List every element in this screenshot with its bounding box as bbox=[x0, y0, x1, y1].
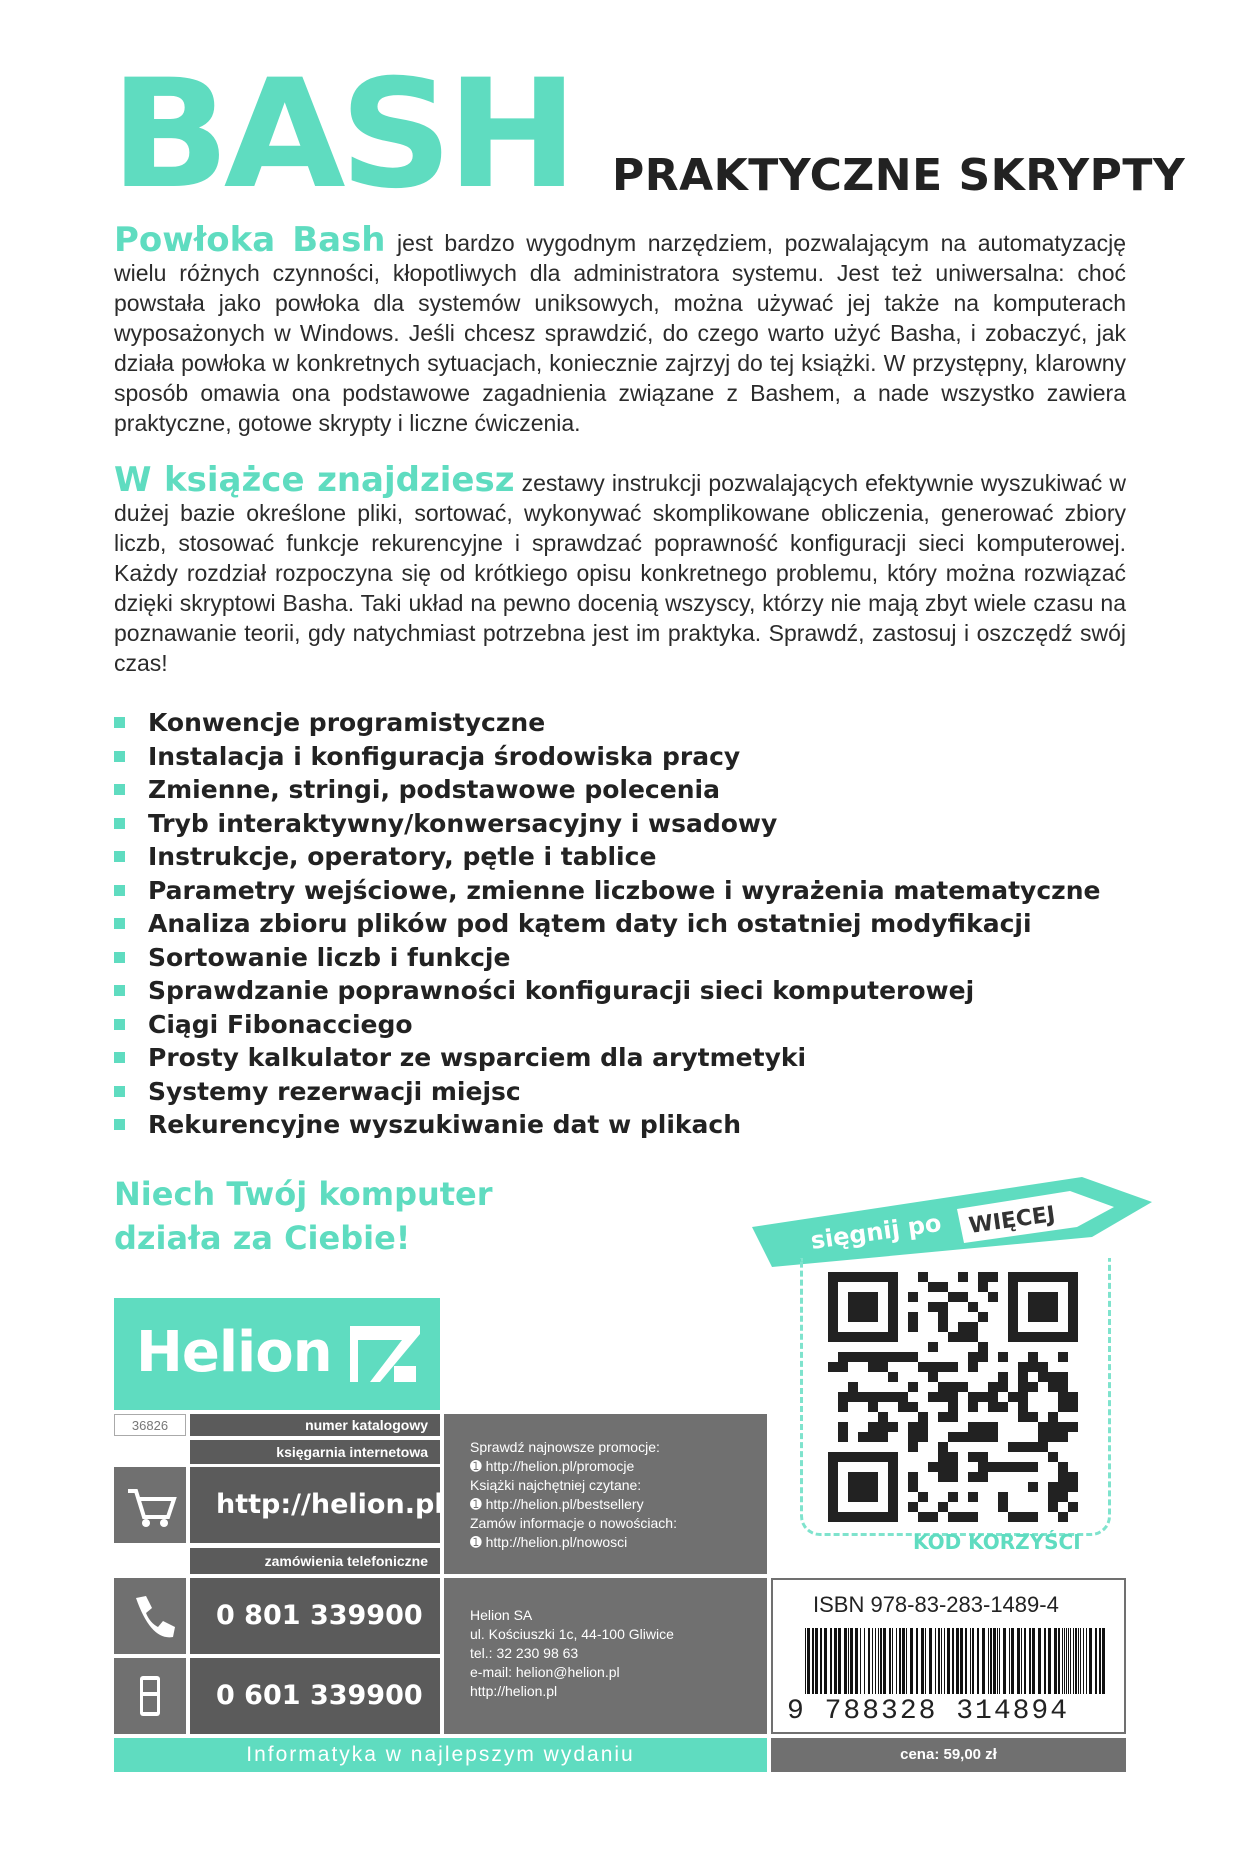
description-paragraph-2 bbox=[114, 460, 1126, 678]
paragraph-text: zestawy instrukcji pozwalających efektywnie wyszukiwać w dużej bazie określone pliki, sortować, wykonywać skomplikowane obliczenia, generować zbiory liczb, stosować funkcje rekurencyjne i sprawdzać poprawność konfiguracji sieci komputerowej. Każdy rozdział rozpoczyna się od krótkiego opisu konkretnego problemu, który można rozwiązać dzięki skryptowi Basha. Taki układ na pewno docenią wszyscy, którzy nie mają zbyt wiele czasu na poznawanie teorii, gdy natychmiast potrzebna jest im praktyka. Sprawdź, zastosuj i oszczędź swój czas! bbox=[114, 470, 1126, 676]
barcode-icon bbox=[787, 1628, 1112, 1694]
list-item: Analiza zbioru plików pod kątem daty ich ostatniej modyfikacji bbox=[114, 907, 1100, 941]
bullet-square-icon bbox=[114, 751, 125, 762]
phone-icon bbox=[114, 1578, 186, 1654]
list-item: Ciągi Fibonacciego bbox=[114, 1008, 1100, 1042]
paragraph-lead: W książce znajdziesz bbox=[114, 460, 515, 500]
isbn-block bbox=[771, 1578, 1126, 1734]
paragraph-lead: Powłoka Bash bbox=[114, 220, 386, 260]
bullet-square-icon bbox=[114, 717, 125, 728]
promo-link[interactable]: ➊ http://helion.pl/bestsellery bbox=[470, 1496, 644, 1512]
list-item: Parametry wejściowe, zmienne liczbowe i wyrażenia matematyczne bbox=[114, 874, 1100, 908]
bullet-square-icon bbox=[114, 952, 125, 963]
bullet-square-icon bbox=[114, 885, 125, 896]
promo-line: Sprawdź najnowsze promocje: bbox=[470, 1439, 660, 1455]
catalog-number: 36826 bbox=[114, 1414, 186, 1436]
bullet-square-icon bbox=[114, 1052, 125, 1063]
book-subtitle: PRAKTYCZNE SKRYPTY bbox=[612, 150, 1186, 201]
qr-tag-left-text: sięgnij po bbox=[808, 1208, 944, 1255]
promo-line: Książki najchętniej czytane: bbox=[470, 1477, 642, 1493]
phone-number-1[interactable]: 0 801 339900 bbox=[190, 1578, 440, 1654]
list-item: Instalacja i konfiguracja środowiska pracy bbox=[114, 740, 1100, 774]
shopping-cart-icon bbox=[114, 1467, 186, 1543]
list-item: Prosty kalkulator ze wsparciem dla arytmetyki bbox=[114, 1041, 1100, 1075]
list-item: Zmienne, stringi, podstawowe polecenia bbox=[114, 773, 1100, 807]
description-paragraph-1 bbox=[114, 220, 1126, 438]
mobile-phone-icon bbox=[114, 1658, 186, 1734]
slogan-line-2: działa za Ciebie! bbox=[114, 1219, 411, 1257]
catalog-label: numer katalogowy bbox=[190, 1414, 440, 1436]
ean-digits: 9 788328 314894 bbox=[787, 1696, 1070, 1727]
address-line: tel.: 32 230 98 63 bbox=[470, 1645, 579, 1661]
qr-tag-right-text: WIĘCEJ bbox=[967, 1202, 1057, 1239]
publisher-logo-text: Helion bbox=[136, 1320, 332, 1385]
list-item: Tryb interaktywny/konwersacyjny i wsadowy bbox=[114, 807, 1100, 841]
phone-cell bbox=[114, 1578, 186, 1654]
address-line: e-mail: helion@helion.pl bbox=[470, 1664, 620, 1680]
list-item: Sortowanie liczb i funkcje bbox=[114, 941, 1100, 975]
mobile-cell bbox=[114, 1658, 186, 1734]
bullet-square-icon bbox=[114, 985, 125, 996]
shop-label: księgarnia internetowa bbox=[190, 1440, 440, 1464]
bullet-square-icon bbox=[114, 918, 125, 929]
paragraph-text: jest bardzo wygodnym narzędziem, pozwalającym na automatyzację wielu różnych czynności, kłopotliwych dla administratora systemu. Jest też uniwersalna: choć powstała jako powłoka dla systemów uniksowych, można używać jej także na komputerach wyposażonych w Windows. Jeśli chcesz sprawdzić, do czego warto użyć Basha, i zobaczyć, jak działa powłoka w konkretnych sytuacjach, koniecznie zajrzyj do tej książki. W przystępny, klarowny sposób omawia ona podstawowe zagadnienia związane z Bashem, a nade wszystko zawiera praktyczne, gotowe skrypty i liczne ćwiczenia. bbox=[114, 230, 1126, 436]
bullet-square-icon bbox=[114, 851, 125, 862]
isbn-label: ISBN 978-83-283-1489-4 bbox=[813, 1592, 1059, 1617]
address-line: http://helion.pl bbox=[470, 1683, 558, 1699]
publisher-tagline: Informatyka w najlepszym wydaniu bbox=[114, 1738, 767, 1772]
address-line: ul. Kościuszki 1c, 44-100 Gliwice bbox=[470, 1626, 674, 1642]
helion-mark-icon bbox=[350, 1326, 420, 1386]
phone-number-2[interactable]: 0 601 339900 bbox=[190, 1658, 440, 1734]
book-title: BASH bbox=[110, 48, 572, 222]
cart-cell bbox=[114, 1467, 186, 1543]
promo-line: Zamów informacje o nowościach: bbox=[470, 1515, 677, 1531]
promo-link[interactable]: ➊ http://helion.pl/nowosci bbox=[470, 1534, 628, 1550]
list-item: Rekurencyjne wyszukiwanie dat w plikach bbox=[114, 1108, 1100, 1142]
publisher-address bbox=[444, 1578, 767, 1734]
promo-info bbox=[444, 1414, 767, 1574]
list-item: Instrukcje, operatory, pętle i tablice bbox=[114, 840, 1100, 874]
address-line: Helion SA bbox=[470, 1607, 533, 1623]
slogan-line-1: Niech Twój komputer bbox=[114, 1175, 493, 1213]
bullet-square-icon bbox=[114, 1019, 125, 1030]
qr-caption: KOD KORZYŚCI bbox=[913, 1530, 1081, 1554]
publisher-logo bbox=[114, 1298, 440, 1410]
bullet-square-icon bbox=[114, 1119, 125, 1130]
shop-url-link[interactable]: http://helion.pl bbox=[190, 1467, 440, 1543]
price: cena: 59,00 zł bbox=[771, 1738, 1126, 1772]
feature-list bbox=[114, 706, 1100, 1142]
qr-banner bbox=[752, 1177, 1152, 1267]
list-item: Konwencje programistyczne bbox=[114, 706, 1100, 740]
bullet-square-icon bbox=[114, 818, 125, 829]
phone-orders-label: zamówienia telefoniczne bbox=[190, 1548, 440, 1574]
list-item: Systemy rezerwacji miejsc bbox=[114, 1075, 1100, 1109]
promo-link[interactable]: ➊ http://helion.pl/promocje bbox=[470, 1458, 635, 1474]
bullet-square-icon bbox=[114, 784, 125, 795]
bullet-square-icon bbox=[114, 1086, 125, 1097]
slogan bbox=[114, 1172, 493, 1260]
qr-code-icon[interactable] bbox=[828, 1272, 1078, 1522]
list-item: Sprawdzanie poprawności konfiguracji sieci komputerowej bbox=[114, 974, 1100, 1008]
